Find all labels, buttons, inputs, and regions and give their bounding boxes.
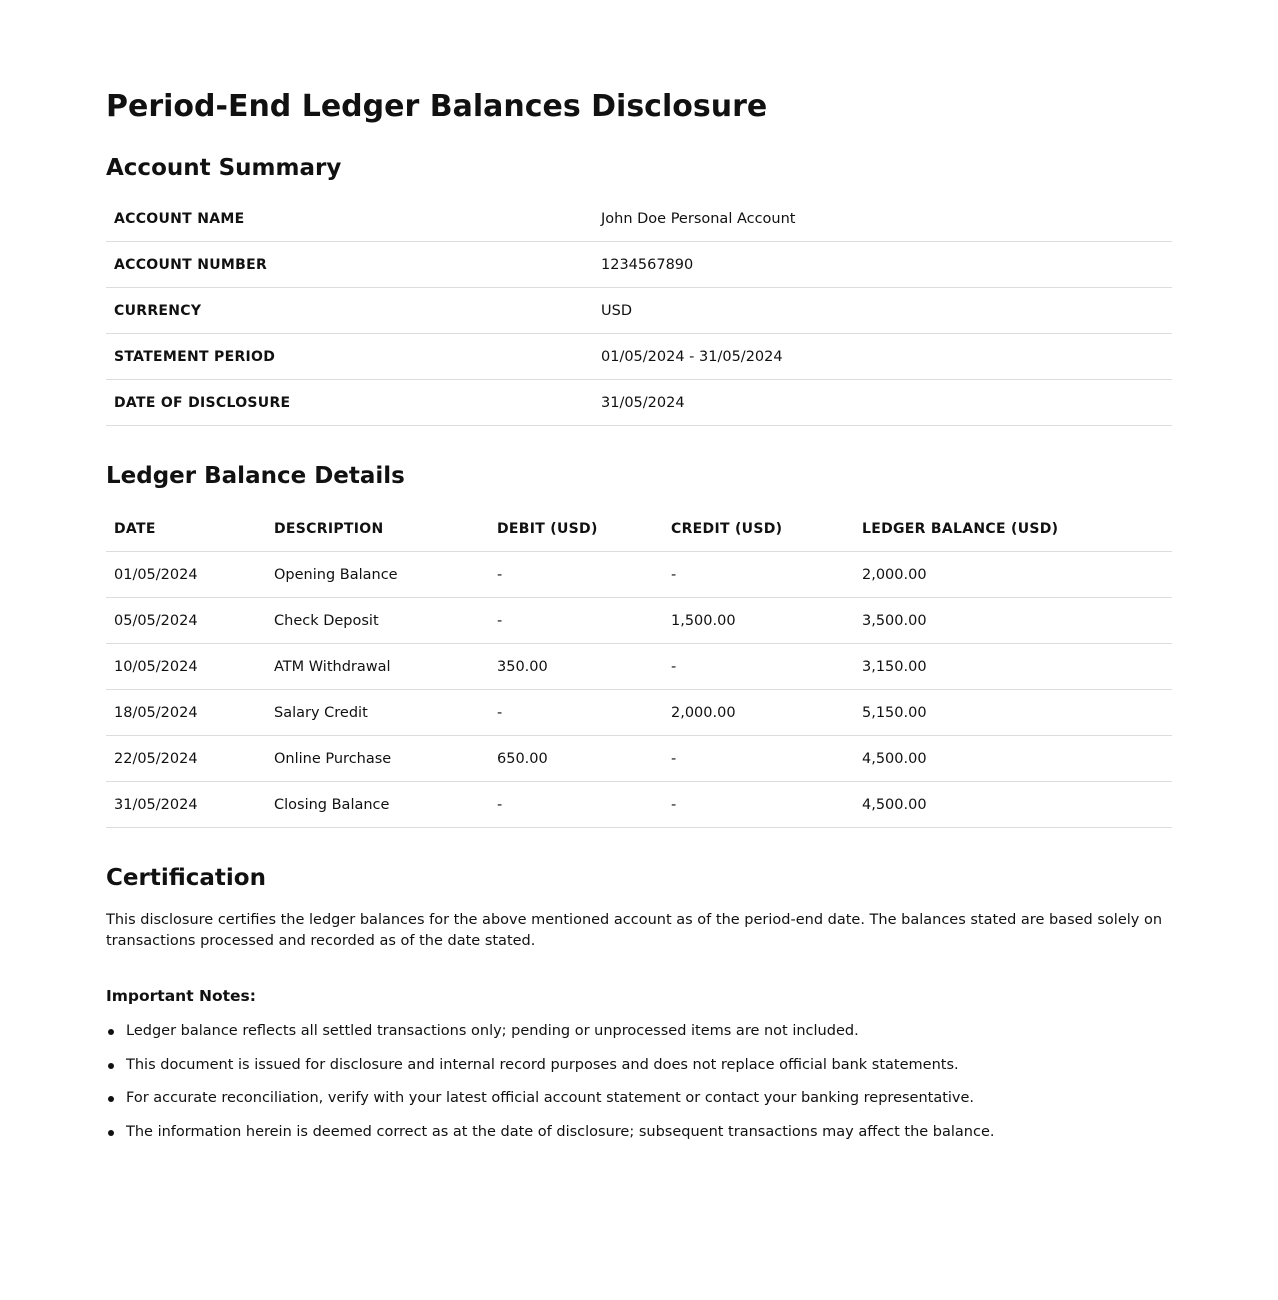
cell-description: ATM Withdrawal xyxy=(266,644,489,690)
summary-row-statement-period xyxy=(106,334,1172,380)
note-text: This document is issued for disclosure and internal record purposes and does not replace official bank statements. xyxy=(126,1056,959,1073)
cell-credit: 2,000.00 xyxy=(663,690,854,736)
important-notes-list xyxy=(106,1021,1172,1143)
cell-date: 10/05/2024 xyxy=(106,644,266,690)
cell-debit: 650.00 xyxy=(489,736,663,782)
table-row xyxy=(106,782,1172,828)
cell-ledger-balance: 4,500.00 xyxy=(854,782,1172,828)
table-row xyxy=(106,736,1172,782)
column-header-debit: DEBIT (USD) xyxy=(489,506,663,552)
summary-label: ACCOUNT NAME xyxy=(106,196,593,242)
summary-label: ACCOUNT NUMBER xyxy=(106,242,593,288)
column-header-ledger-balance: LEDGER BALANCE (USD) xyxy=(854,506,1172,552)
cell-debit: - xyxy=(489,552,663,598)
certification-heading: Certification xyxy=(106,865,266,891)
cell-credit: - xyxy=(663,782,854,828)
list-item xyxy=(106,1122,1172,1143)
cell-ledger-balance: 2,000.00 xyxy=(854,552,1172,598)
bullet-icon xyxy=(108,1029,114,1035)
summary-value: John Doe Personal Account xyxy=(593,196,1172,242)
cell-description: Online Purchase xyxy=(266,736,489,782)
certification-text: This disclosure certifies the ledger balances for the above mentioned account as of the period-end date. The balances stated are based solely on transactions processed and recorded as of the date stated. xyxy=(106,912,1163,949)
cell-credit: - xyxy=(663,644,854,690)
cell-date: 31/05/2024 xyxy=(106,782,266,828)
cell-ledger-balance: 3,150.00 xyxy=(854,644,1172,690)
bullet-icon xyxy=(108,1063,114,1069)
account-summary-table xyxy=(106,196,1172,426)
bullet-icon xyxy=(108,1096,114,1102)
document-page xyxy=(106,0,1172,1143)
important-notes-heading: Important Notes: xyxy=(106,987,256,1005)
cell-debit: - xyxy=(489,690,663,736)
summary-label: STATEMENT PERIOD xyxy=(106,334,593,380)
summary-row-account-name xyxy=(106,196,1172,242)
summary-value: 31/05/2024 xyxy=(593,380,1172,426)
cell-debit: - xyxy=(489,598,663,644)
table-row xyxy=(106,690,1172,736)
cell-ledger-balance: 3,500.00 xyxy=(854,598,1172,644)
cell-ledger-balance: 5,150.00 xyxy=(854,690,1172,736)
cell-description: Closing Balance xyxy=(266,782,489,828)
cell-debit: - xyxy=(489,782,663,828)
note-text: The information herein is deemed correct as at the date of disclosure; subsequent transactions may affect the balance. xyxy=(126,1123,995,1140)
cell-credit: 1,500.00 xyxy=(663,598,854,644)
ledger-balance-details-heading: Ledger Balance Details xyxy=(106,463,405,489)
summary-value: USD xyxy=(593,288,1172,334)
cell-description: Salary Credit xyxy=(266,690,489,736)
list-item xyxy=(106,1021,1172,1042)
cell-debit: 350.00 xyxy=(489,644,663,690)
cell-date: 18/05/2024 xyxy=(106,690,266,736)
ledger-table xyxy=(106,506,1172,828)
bullet-icon xyxy=(108,1130,114,1136)
column-header-credit: CREDIT (USD) xyxy=(663,506,854,552)
cell-description: Opening Balance xyxy=(266,552,489,598)
summary-row-date-of-disclosure xyxy=(106,380,1172,426)
list-item xyxy=(106,1088,1172,1109)
cell-date: 22/05/2024 xyxy=(106,736,266,782)
column-header-description: DESCRIPTION xyxy=(266,506,489,552)
table-row xyxy=(106,598,1172,644)
page-title: Period-End Ledger Balances Disclosure xyxy=(106,89,768,124)
summary-value: 1234567890 xyxy=(593,242,1172,288)
cell-description: Check Deposit xyxy=(266,598,489,644)
table-row xyxy=(106,552,1172,598)
summary-value: 01/05/2024 - 31/05/2024 xyxy=(593,334,1172,380)
cell-credit: - xyxy=(663,552,854,598)
account-summary-heading: Account Summary xyxy=(106,155,342,181)
cell-date: 01/05/2024 xyxy=(106,552,266,598)
list-item xyxy=(106,1055,1172,1076)
note-text: For accurate reconciliation, verify with your latest official account statement or contact your banking representative. xyxy=(126,1090,975,1106)
cell-ledger-balance: 4,500.00 xyxy=(854,736,1172,782)
column-header-date: DATE xyxy=(106,506,266,552)
summary-row-currency xyxy=(106,288,1172,334)
summary-label: CURRENCY xyxy=(106,288,593,334)
cell-credit: - xyxy=(663,736,854,782)
note-text: Ledger balance reflects all settled transactions only; pending or unprocessed items are not included. xyxy=(126,1023,859,1039)
ledger-header-row xyxy=(106,506,1172,552)
cell-date: 05/05/2024 xyxy=(106,598,266,644)
summary-label: DATE OF DISCLOSURE xyxy=(106,380,593,426)
summary-row-account-number xyxy=(106,242,1172,288)
table-row xyxy=(106,644,1172,690)
